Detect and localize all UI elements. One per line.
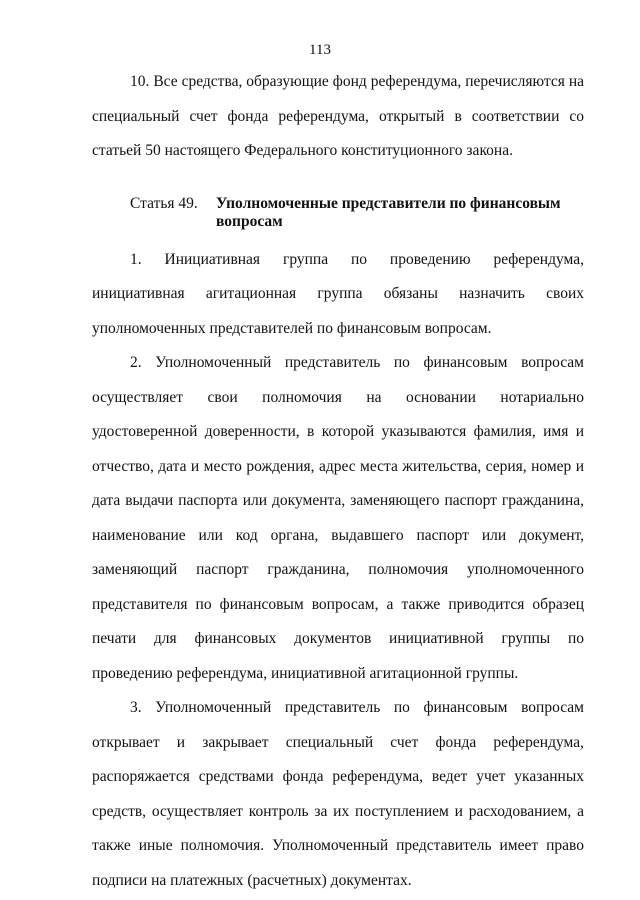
page-content: [92, 65, 584, 898]
article-heading: [92, 195, 584, 231]
paragraph-10: 10. Все средства, образующие фонд референдума, перечисляются на специальный счет фонда референдума, открытый в соответствии со статьей 50 настоящего Федерального конституционного закона.: [92, 73, 584, 159]
page-number: 113: [309, 42, 331, 58]
article-number: Статья 49.: [130, 194, 198, 212]
article-title: Уполномоченные представители по финансовым вопросам: [216, 194, 561, 230]
paragraph-1: 1. Инициативная группа по проведению референдума, инициативная агитационная группа обязаны назначить своих уполномоченных представителей по финансовым вопросам.: [92, 250, 584, 337]
paragraph-3: 3. Уполномоченный представитель по финансовым вопросам открывает и закрывает специальный счет фонда референдума, распоряжается средствами фонда референдума, ведет учет указанных средств, осуществляет контроль за их поступлением и расходованием, а также иные полномочия. Уполномоченный представитель имеет право подписи на платежных (расчетных) документах.: [92, 699, 584, 889]
paragraph-2: 2. Уполномоченный представитель по финансовым вопросам осуществляет свои полномочия на основании нотариально удостоверенной доверенности, в которой указываются фамилия, имя и отчество, дата и место рождения, адрес места жительства, серия, номер и дата выдачи паспорта или документа, заменяющего паспорт гражданина, наименование или код органа, выдавшего паспорт или документ, заменяющий паспорт гражданина, полномочия уполномоченного представителя по финансовым вопросам, а также приводится образец печати для финансовых документов инициативной группы по проведению референдума, инициативной агитационной группы.: [92, 354, 584, 682]
